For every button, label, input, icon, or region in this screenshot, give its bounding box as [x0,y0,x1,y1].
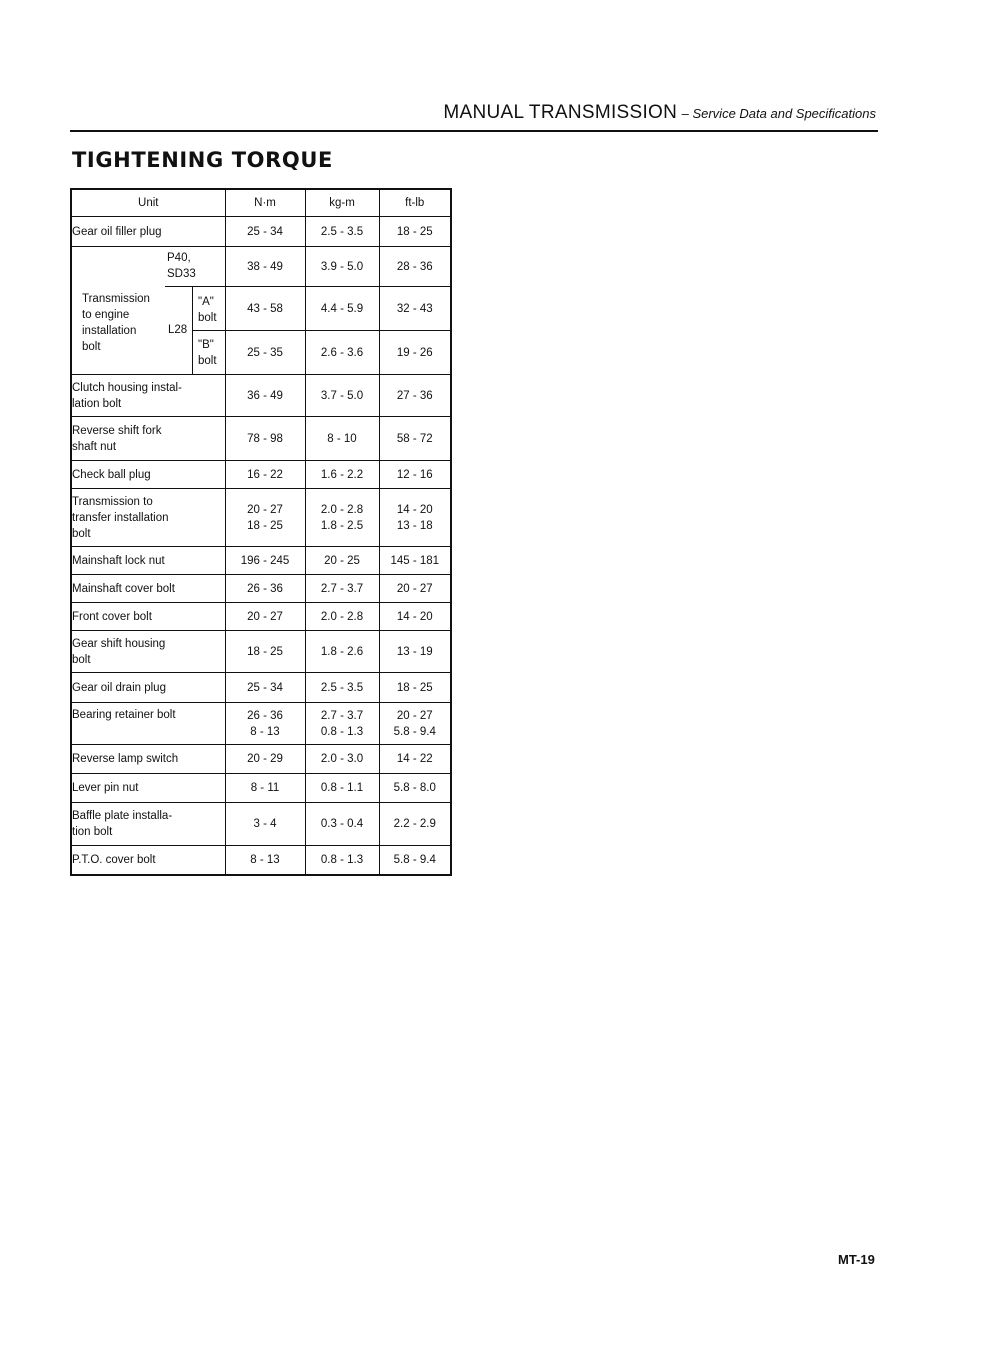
kgm-cell: 1.8 - 2.6 [305,631,379,673]
table-row [71,846,451,875]
ftlb-cell: 14 - 22 [379,745,451,774]
ftlb-cell: 14 - 20 13 - 18 [379,489,451,547]
page-number: MT-19 [838,1252,875,1267]
nm-cell: 38 - 49 [225,247,305,287]
table-row [71,247,451,287]
nm-cell: 20 - 27 [225,603,305,631]
kgm-cell: 20 - 25 [305,547,379,575]
ftlb-cell: 32 - 43 [379,287,451,331]
table-row [71,489,451,547]
ftlb-cell: 5.8 - 9.4 [379,846,451,875]
unit-cell: P.T.O. cover bolt [71,846,225,875]
nm-cell: 196 - 245 [225,547,305,575]
nm-cell: 20 - 27 18 - 25 [225,489,305,547]
bolt-a-label: "A" bolt [198,296,217,324]
nm-cell: 20 - 29 [225,745,305,774]
table-row [71,803,451,846]
table-row [71,575,451,603]
nm-cell: 8 - 11 [225,774,305,803]
column-header-nm: N·m [225,189,305,217]
kgm-cell: 2.6 - 3.6 [305,331,379,375]
ftlb-cell: 20 - 27 5.8 - 9.4 [379,703,451,745]
table-row [71,417,451,461]
table-row [71,673,451,703]
nm-cell: 8 - 13 [225,846,305,875]
nm-cell: 36 - 49 [225,375,305,417]
kgm-cell: 3.9 - 5.0 [305,247,379,287]
unit-cell: Mainshaft cover bolt [71,575,225,603]
kgm-cell: 2.0 - 3.0 [305,745,379,774]
page-header [70,100,878,132]
unit-cell: Gear shift housing bolt [71,631,225,673]
table-row [71,547,451,575]
table-header-row [71,189,451,217]
kgm-cell: 2.7 - 3.7 [305,575,379,603]
kgm-cell: 1.6 - 2.2 [305,461,379,489]
nm-cell: 3 - 4 [225,803,305,846]
table-row [71,375,451,417]
column-header-kgm: kg-m [305,189,379,217]
ftlb-cell: 27 - 36 [379,375,451,417]
ftlb-cell: 18 - 25 [379,217,451,247]
kgm-cell: 2.0 - 2.8 [305,603,379,631]
unit-cell: Mainshaft lock nut [71,547,225,575]
ftlb-cell: 19 - 26 [379,331,451,375]
table-row [71,745,451,774]
unit-cell: Baffle plate installa- tion bolt [71,803,225,846]
header-text [443,102,876,124]
table-row [71,603,451,631]
nm-cell: 26 - 36 8 - 13 [225,703,305,745]
ftlb-cell: 14 - 20 [379,603,451,631]
kgm-cell: 4.4 - 5.9 [305,287,379,331]
kgm-cell: 8 - 10 [305,417,379,461]
unit-cell: Check ball plug [71,461,225,489]
unit-cell: Transmission to transfer installation bolt [71,489,225,547]
transmission-engine-label: Transmission to engine installation bolt [82,293,150,353]
unit-cell: Lever pin nut [71,774,225,803]
header-subtitle: – Service Data and Specifications [681,106,876,121]
transmission-engine-unit-cell [71,247,225,375]
kgm-cell: 2.5 - 3.5 [305,217,379,247]
nm-cell: 43 - 58 [225,287,305,331]
page-title: TIGHTENING TORQUE [72,148,333,172]
ftlb-cell: 18 - 25 [379,673,451,703]
nm-cell: 18 - 25 [225,631,305,673]
unit-cell: Reverse lamp switch [71,745,225,774]
ftlb-cell: 58 - 72 [379,417,451,461]
ftlb-cell: 13 - 19 [379,631,451,673]
ftlb-cell: 2.2 - 2.9 [379,803,451,846]
nm-cell: 25 - 34 [225,673,305,703]
l28-label: L28 [168,324,188,336]
unit-cell: Gear oil drain plug [71,673,225,703]
nm-cell: 78 - 98 [225,417,305,461]
unit-cell: Reverse shift fork shaft nut [71,417,225,461]
nm-cell: 25 - 34 [225,217,305,247]
header-section-title: MANUAL TRANSMISSION [443,102,678,123]
kgm-cell: 2.5 - 3.5 [305,673,379,703]
bolt-b-label: "B" bolt [198,339,217,367]
divider-line [165,286,225,287]
ftlb-cell: 5.8 - 8.0 [379,774,451,803]
nm-cell: 26 - 36 [225,575,305,603]
unit-cell: Bearing retainer bolt [71,703,225,745]
table-row [71,461,451,489]
table-row [71,703,451,745]
ftlb-cell: 28 - 36 [379,247,451,287]
unit-cell: Front cover bolt [71,603,225,631]
ftlb-cell: 20 - 27 [379,575,451,603]
nm-cell: 16 - 22 [225,461,305,489]
ftlb-cell: 145 - 181 [379,547,451,575]
kgm-cell: 0.3 - 0.4 [305,803,379,846]
kgm-cell: 0.8 - 1.1 [305,774,379,803]
torque-table [70,188,452,876]
table-row [71,631,451,673]
kgm-cell: 2.7 - 3.7 0.8 - 1.3 [305,703,379,745]
table-row [71,774,451,803]
kgm-cell: 0.8 - 1.3 [305,846,379,875]
divider-line [192,330,225,331]
ftlb-cell: 12 - 16 [379,461,451,489]
kgm-cell: 3.7 - 5.0 [305,375,379,417]
table-row [71,217,451,247]
column-header-ftlb: ft-lb [379,189,451,217]
column-header-unit: Unit [71,189,225,217]
unit-cell: Gear oil filler plug [71,217,225,247]
kgm-cell: 2.0 - 2.8 1.8 - 2.5 [305,489,379,547]
p40-sd33-label: P40, SD33 [167,252,196,280]
nm-cell: 25 - 35 [225,331,305,375]
unit-cell: Clutch housing instal- lation bolt [71,375,225,417]
